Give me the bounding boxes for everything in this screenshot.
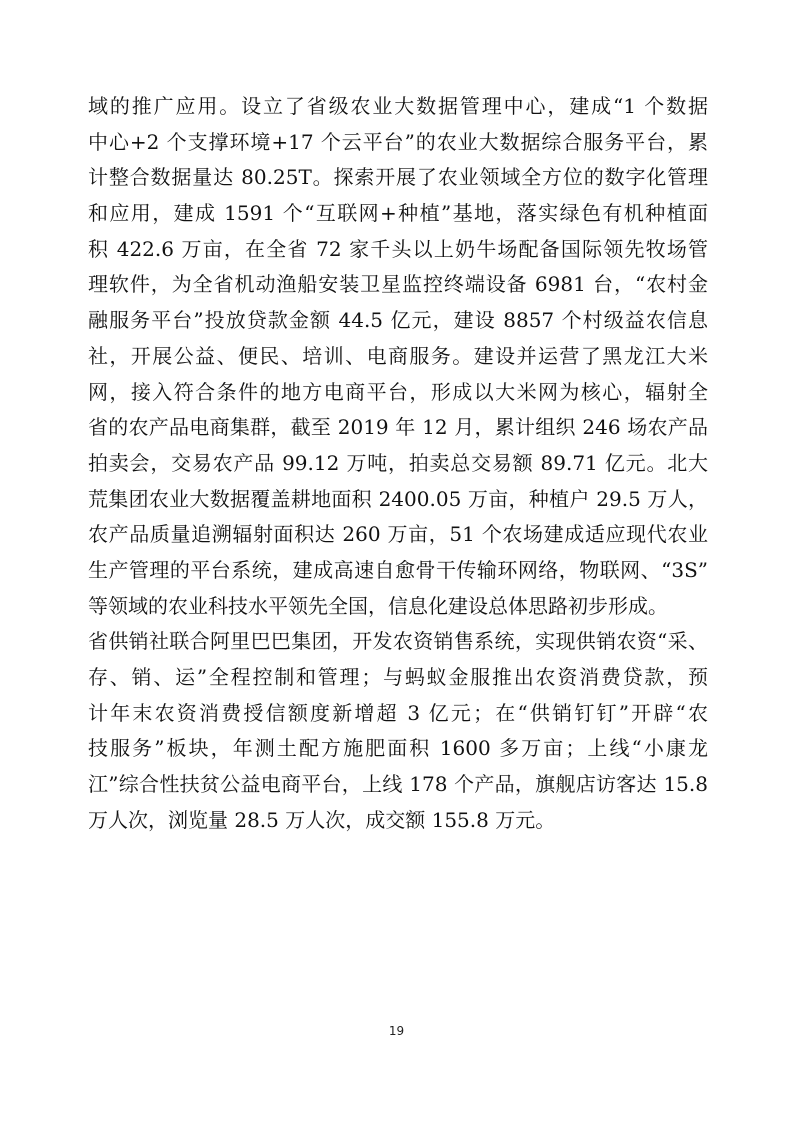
text-line: 中心+2 个支撑环境+17 个云平台”的农业大数据综合服务平台，累 xyxy=(88,129,708,154)
text-line: 网，接入符合条件的地方电商平台，形成以大米网为核心，辐射全 xyxy=(88,379,708,404)
body-paragraph xyxy=(88,89,708,838)
text-line: 技服务”板块，年测土配方施肥面积 1600 多万亩；上线“小康龙 xyxy=(88,736,708,761)
text-line: 荒集团农业大数据覆盖耕地面积 2400.05 万亩，种植户 29.5 万人， xyxy=(88,486,708,511)
text-line: 和应用，建成 1591 个“互联网+种植”基地，落实绿色有机种植面 xyxy=(88,201,708,226)
text-line: 理软件，为全省机动渔船安装卫星监控终端设备 6981 台，“农村金 xyxy=(88,272,708,297)
text-line: 等领域的农业科技水平领先全国，信息化建设总体思路初步形成。 xyxy=(88,593,668,618)
text-line: 计整合数据量达 80.25T。探索开展了农业领域全方位的数字化管理 xyxy=(88,165,708,190)
text-line: 农产品质量追溯辐射面积达 260 万亩，51 个农场建成适应现代农业 xyxy=(88,522,708,547)
text-line: 万人次，浏览量 28.5 万人次，成交额 155.8 万元。 xyxy=(88,807,556,832)
text-line: 存、销、运”全程控制和管理；与蚂蚁金服推出农资消费贷款，预 xyxy=(88,665,708,689)
text-line: 域的推广应用。设立了省级农业大数据管理中心，建成“1 个数据 xyxy=(88,94,708,118)
text-line: 积 422.6 万亩，在全省 72 家千头以上奶牛场配备国际领先牧场管 xyxy=(88,236,708,261)
text-line: 融服务平台”投放贷款金额 44.5 亿元，建设 8857 个村级益农信息 xyxy=(88,308,708,333)
text-line: 省的农产品电商集群，截至 2019 年 12 月，累计组织 246 场农产品 xyxy=(88,415,708,440)
text-line: 生产管理的平台系统，建成高速自愈骨干传输环网络，物联网、“3S” xyxy=(88,557,708,582)
text-line: 江”综合性扶贫公益电商平台，上线 178 个产品，旗舰店访客达 15.8 xyxy=(88,772,708,797)
text-line: 拍卖会，交易农产品 99.12 万吨，拍卖总交易额 89.71 亿元。北大 xyxy=(88,450,708,475)
text-line: 社，开展公益、便民、培训、电商服务。建设并运营了黑龙江大米 xyxy=(88,343,708,368)
page-number: 19 xyxy=(388,1024,405,1038)
text-line: 计年末农资消费授信额度新增超 3 亿元；在“供销钉钉”开辟“农 xyxy=(88,700,708,725)
text-line: 省供销社联合阿里巴巴集团，开发农资销售系统，实现供销农资“采、 xyxy=(88,629,708,654)
